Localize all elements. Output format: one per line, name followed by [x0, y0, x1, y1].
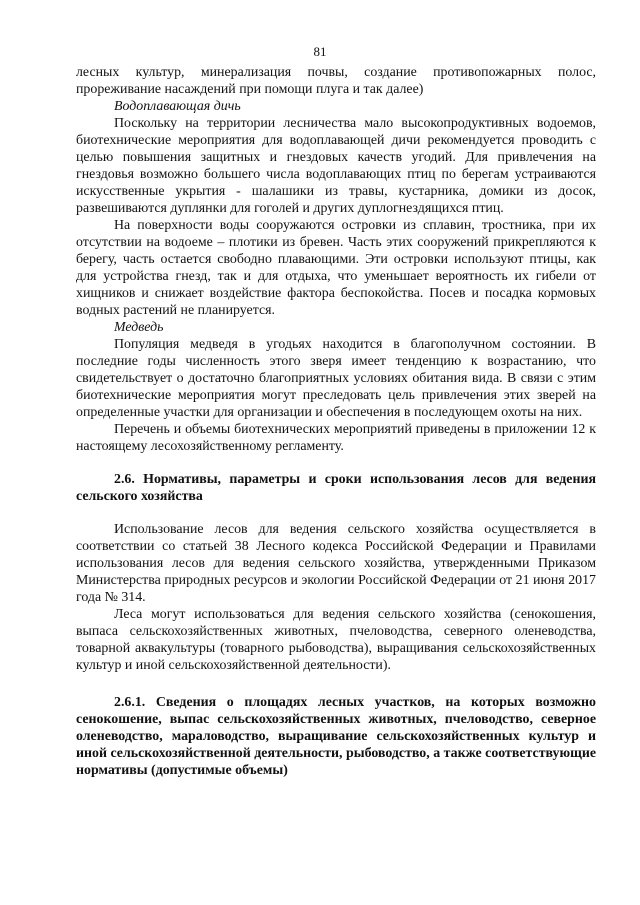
- section-heading-2-6: 2.6. Нормативы, параметры и сроки использования лесов для ведения сельского хозяйства: [76, 472, 596, 504]
- subheading-bear: Медведь: [114, 320, 164, 335]
- bear-paragraph-2: Перечень и объемы биотехнических мероприятий приведены в приложении 12 к настоящему лесохозяйственному регламенту.: [76, 422, 596, 454]
- subheading-waterfowl: Водоплавающая дичь: [114, 99, 241, 114]
- bear-paragraph-1: Популяция медведя в угодьях находится в благополучном состоянии. В последние годы численность этого зверя имеет тенденцию к возрастанию, что свидетельствует о достаточно благоприятных условиях обитания вида. В связи с этим биотехнические мероприятия могут преследовать цель привлечения этих зверей на определенные участки для организации и обеспечения в последующем охоты на них.: [76, 337, 596, 420]
- waterfowl-paragraph-2: На поверхности воды сооружаются островки из сплавин, тростника, при их отсутствии на водоеме – плотики из бревен. Часть этих сооружений прикрепляются к берегу, часть остается свободно плавающими. Эти островки используют птицы, как для устройства гнезд, так и для отдыха, что уменьшает вероятность их гибели от хищников и снижает воздействие фактора беспокойства. Посев и посадка кормовых водных растений не планируется.: [76, 218, 596, 318]
- spacer: [76, 505, 596, 521]
- spacer: [76, 455, 596, 471]
- continuation-paragraph: лесных культур, минерализация почвы, создание противопожарных полос, прореживание насаждений при помощи плуга и так далее): [76, 65, 596, 97]
- waterfowl-paragraph-1: Поскольку на территории лесничества мало высокопродуктивных водоемов, биотехнические мероприятия для водоплавающей дичи рекомендуется проводить с целью повышения защитных и гнездовых качеств угодий. Для привлечения на гнездовья возможно большего числа водоплавающих птиц по берегам устраиваются искусственные укрытия - шалашики из травы, кустарника, домики из досок, развешиваются дуплянки для гоголей и других дуплогнездящихся птиц.: [76, 116, 596, 216]
- section-2-6-paragraph-2: Леса могут использоваться для ведения сельского хозяйства (сенокошения, выпаса сельскохозяйственных животных, пчеловодства, северного оленеводства, товарной аквакультуры (товарного рыбоводства), выращивания сельскохозяйственных культур и иной сельскохозяйственной деятельности).: [76, 607, 596, 673]
- section-2-6-paragraph-1: Использование лесов для ведения сельского хозяйства осуществляется в соответствии со статьей 38 Лесного кодекса Российской Федерации и Правилами использования лесов для ведения сельского хозяйства, утвержденными Приказом Министерства природных ресурсов и экологии Российской Федерации от 21 июня 2017 года № 314.: [76, 522, 596, 605]
- page-content: [76, 64, 596, 779]
- page-number: 81: [313, 44, 327, 59]
- spacer: [76, 674, 596, 694]
- section-heading-2-6-1: 2.6.1. Сведения о площадях лесных участков, на которых возможно сенокошение, выпас сельскохозяйственных животных, пчеловодство, северное оленеводство, мараловодство, выращивание сельскохозяйственных культур и иной сельскохозяйственной деятельности, рыбоводство, а также соответствующие нормативы (допустимые объемы): [76, 695, 596, 778]
